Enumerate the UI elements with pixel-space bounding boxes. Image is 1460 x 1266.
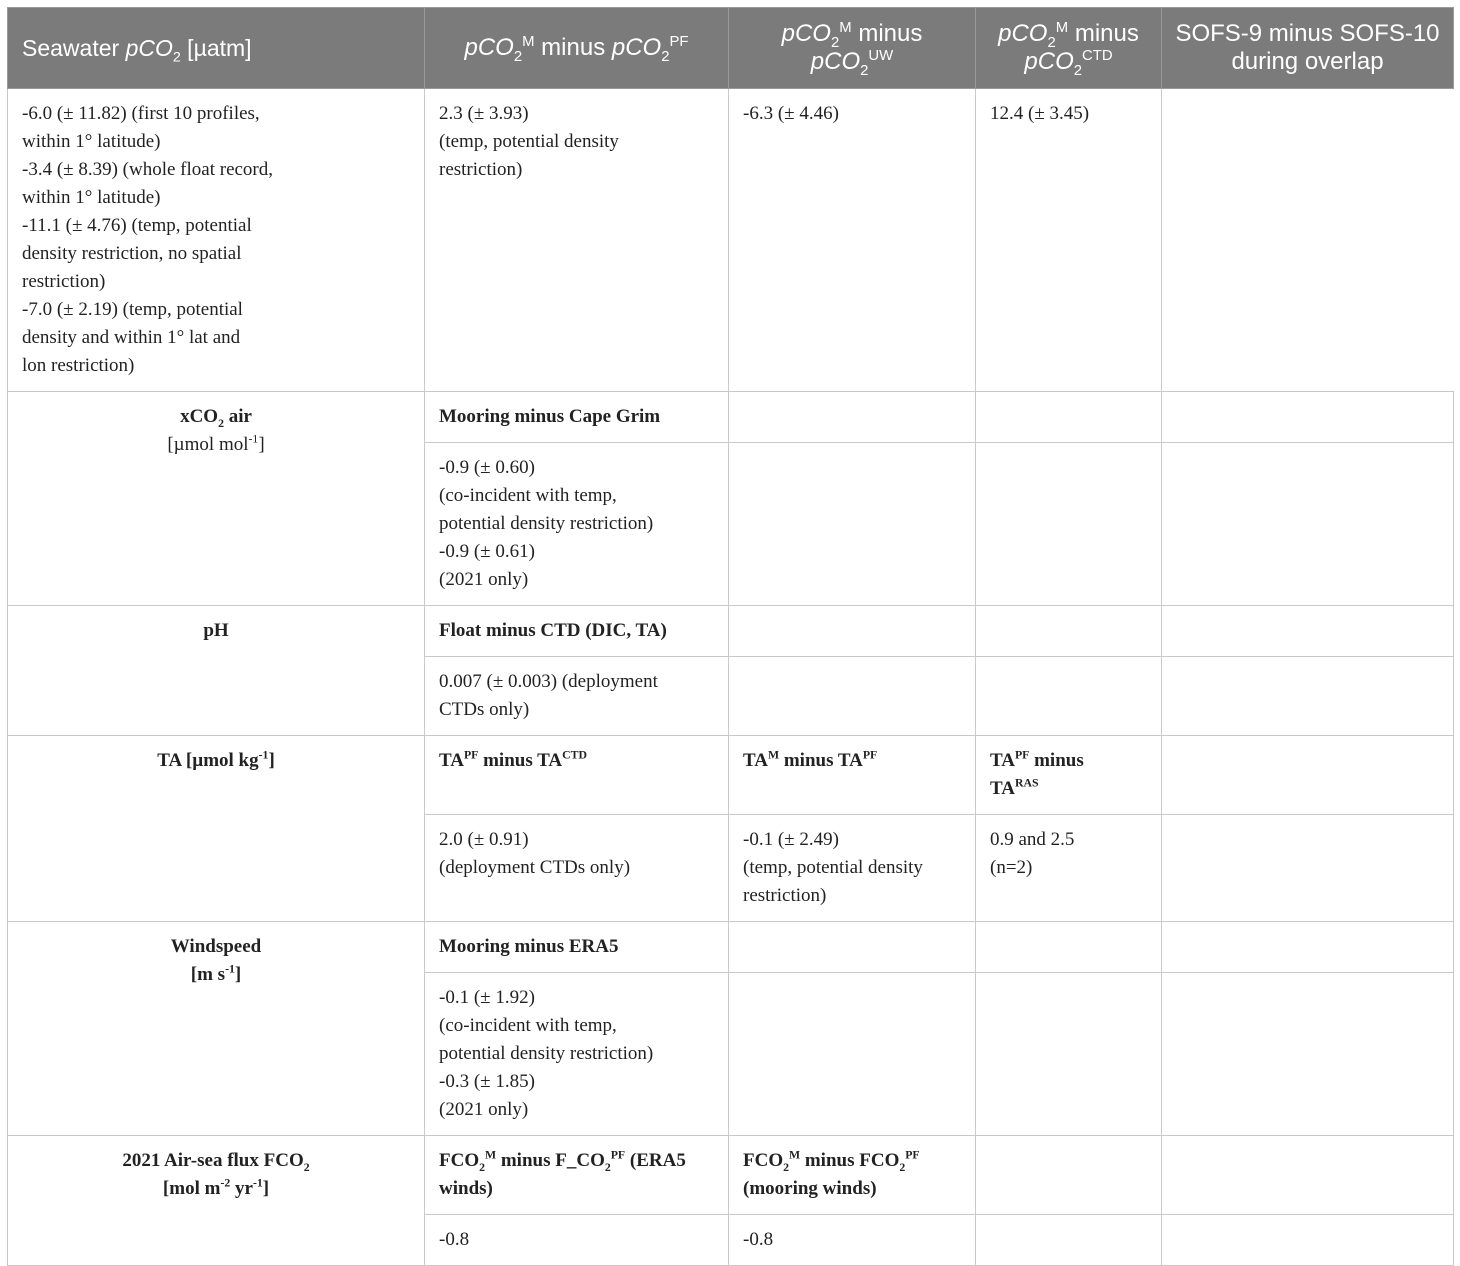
seawater-data-row	[8, 89, 1454, 392]
empty-cell	[1162, 736, 1454, 815]
empty-cell	[976, 1136, 1162, 1215]
ta-pf-minus-ras-label: $TA^{PF}$ minus $TA^{RAS}$	[976, 736, 1162, 815]
empty-cell	[976, 443, 1162, 606]
empty-cell	[1162, 606, 1454, 657]
empty-cell	[976, 1215, 1162, 1266]
xco2-comparison-label: Mooring minus Cape Grim	[425, 392, 729, 443]
empty-cell	[1162, 657, 1454, 736]
empty-cell	[729, 392, 976, 443]
wind-subheader-row	[8, 922, 1454, 973]
row-label-air-sea-flux: 2021 Air-sea flux $FCO_2$ [mol $m^{-2}$ $yr^{-1}$]	[8, 1136, 425, 1266]
empty-cell	[729, 973, 976, 1136]
row-label-ta: TA [µmol $kg^{-1}$]	[8, 736, 425, 922]
ta-m-minus-pf-label: $TA^M$ minus $TA^{PF}$	[729, 736, 976, 815]
ph-value-cell: 0.007 (± 0.003) (deployment CTDs only)	[425, 657, 729, 736]
empty-cell	[976, 606, 1162, 657]
col-header-pco2-m-minus-uw: pCO$_2^M$ minus pCO$_2^{UW}$	[729, 8, 976, 89]
flux-mooring-label: $FCO_2^M$ minus $FCO_2^{PF}$ (mooring winds)	[729, 1136, 976, 1215]
empty-cell	[729, 443, 976, 606]
ta-subheader-row	[8, 736, 1454, 815]
col-header-pco2-m-minus-pf: pCO$_2^M$ minus pCO$_2^{PF}$	[425, 8, 729, 89]
empty-cell	[1162, 922, 1454, 973]
wind-value-cell: -0.1 (± 1.92) (co-incident with temp, potential density restriction) -0.3 (± 1.85) (2021 only)	[425, 973, 729, 1136]
flux-era5-value: -0.8	[425, 1215, 729, 1266]
empty-cell	[1162, 443, 1454, 606]
empty-cell	[1162, 1215, 1454, 1266]
seawater-sofs-cell: 12.4 (± 3.45)	[976, 89, 1162, 392]
wind-comparison-label: Mooring minus ERA5	[425, 922, 729, 973]
seawater-uw-cell: 2.3 (± 3.93) (temp, potential density restriction)	[425, 89, 729, 392]
flux-subheader-row	[8, 1136, 1454, 1215]
flux-era5-label: $FCO_2^M$ minus $F\_CO_2^{PF}$ (ERA5 winds)	[425, 1136, 729, 1215]
header-row	[8, 8, 1454, 89]
flux-mooring-value: -0.8	[729, 1215, 976, 1266]
ta-pf-minus-ctd-label: $TA^{PF}$ minus $TA^{CTD}$	[425, 736, 729, 815]
seawater-pf-cell: -6.0 (± 11.82) (first 10 profiles, within 1° latitude) -3.4 (± 8.39) (whole float record, within 1° latitude) -11.1 (± 4.76) (temp, potential density restriction, no spatial restriction) -7.0 (± 2.19) (temp, potential density and within 1° lat and lon restriction)	[8, 89, 425, 392]
row-label-ph: pH	[8, 606, 425, 736]
empty-cell	[1162, 815, 1454, 922]
ph-subheader-row	[8, 606, 1454, 657]
row-label-seawater-pco2: Seawater pCO$_2$ [µatm]	[8, 8, 425, 89]
empty-cell	[1162, 973, 1454, 1136]
ta-pf-minus-ctd-value: 2.0 (± 0.91) (deployment CTDs only)	[425, 815, 729, 922]
col-header-pco2-m-minus-ctd: pCO$_2^M$ minus pCO$_2^{CTD}$	[976, 8, 1162, 89]
seawater-ctd-cell: -6.3 (± 4.46)	[729, 89, 976, 392]
empty-cell	[729, 922, 976, 973]
col-header-sofs: SOFS-9 minus SOFS-10 during overlap	[1162, 8, 1454, 89]
empty-cell	[729, 606, 976, 657]
empty-cell	[976, 392, 1162, 443]
row-label-windspeed: Windspeed [m $s^{-1}$]	[8, 922, 425, 1136]
empty-cell	[1162, 392, 1454, 443]
empty-cell	[1162, 1136, 1454, 1215]
ta-m-minus-pf-value: -0.1 (± 2.49) (temp, potential density restriction)	[729, 815, 976, 922]
row-label-xco2-air: xCO$_2$ air [µmol mol$^{-1}$]	[8, 392, 425, 606]
ta-pf-minus-ras-value: 0.9 and 2.5 (n=2)	[976, 815, 1162, 922]
empty-cell	[976, 657, 1162, 736]
ph-comparison-label: Float minus CTD (DIC, TA)	[425, 606, 729, 657]
empty-cell	[976, 922, 1162, 973]
empty-cell	[976, 973, 1162, 1136]
empty-cell	[729, 657, 976, 736]
xco2-subheader-row	[8, 392, 1454, 443]
comparison-table	[7, 7, 1454, 1266]
xco2-value-cell: -0.9 (± 0.60) (co-incident with temp, potential density restriction) -0.9 (± 0.61) (2021 only)	[425, 443, 729, 606]
